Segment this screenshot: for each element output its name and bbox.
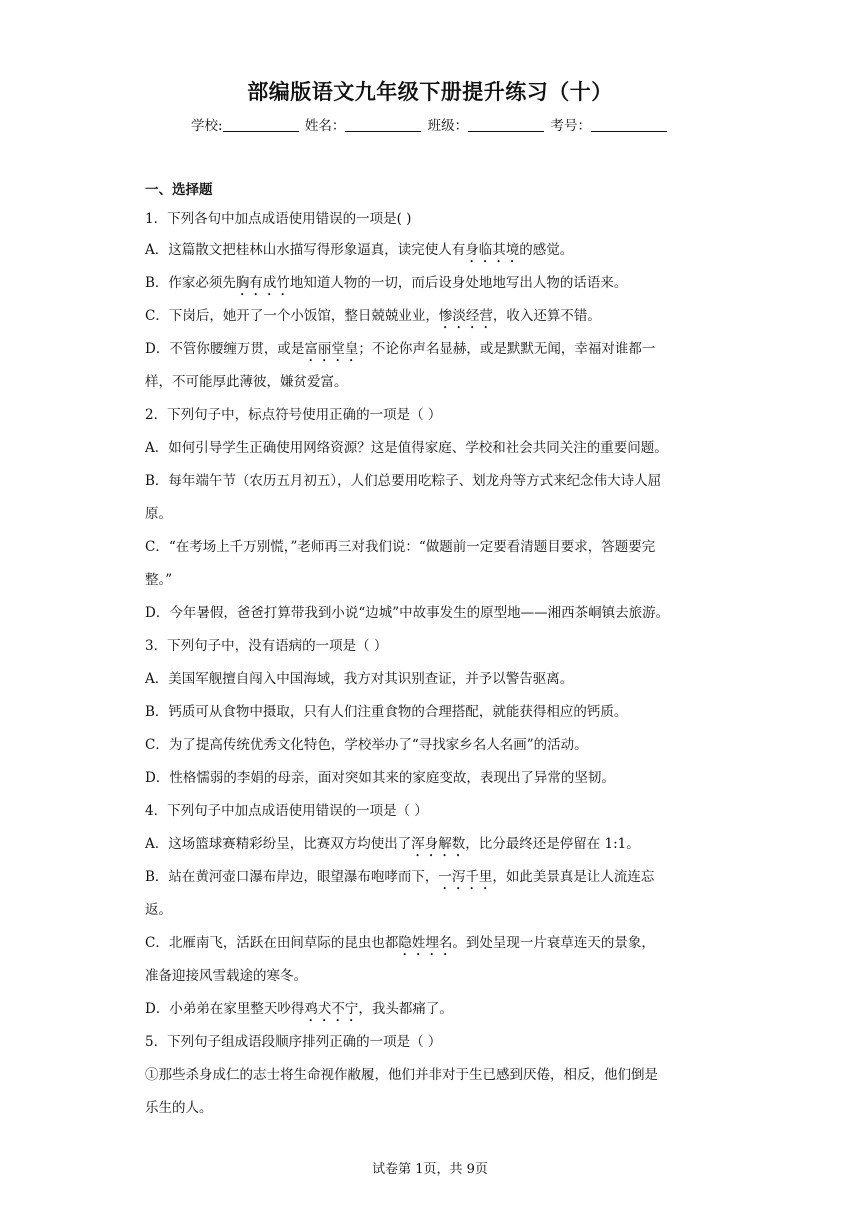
question-3-option-b: B．钙质可从食物中摄取，只有人们注重食物的合理搭配，就能获得相应的钙质。 xyxy=(145,704,628,720)
question-list xyxy=(145,176,717,1125)
question-2-option-c-cont: 整。” xyxy=(145,572,173,588)
question-2-option-b: B．每年端午节（农历五月初五），人们总要用吃粽子、划龙舟等方式来纪念伟大诗人屈 xyxy=(145,473,662,489)
name-label: 姓名： xyxy=(304,118,346,134)
question-3-stem: 3．下列句子中，没有语病的一项是（ ） xyxy=(145,638,388,654)
exam-number-blank[interactable] xyxy=(591,117,667,132)
dotted-idiom: 一泻千里 xyxy=(438,869,493,885)
question-3-option-a: A．美国军舰擅自闯入中国海域，我方对其识别查证，并予以警告驱离。 xyxy=(145,671,574,687)
dotted-idiom: 富丽堂皇 xyxy=(304,341,359,357)
question-1-option-b: B．作家必须先胸有成竹地知道人物的一切，而后设身处地地写出人物的话语来。 xyxy=(145,275,628,291)
question-4-option-b: B．站在黄河壶口瀑布岸边，眼望瀑布咆哮而下，一泻千里，如此美景真是让人流连忘 xyxy=(145,869,655,885)
class-label: 班级： xyxy=(427,118,469,134)
school-blank[interactable] xyxy=(223,117,299,132)
question-4-stem: 4．下列句子中加点成语使用错误的一项是（ ） xyxy=(145,803,428,819)
question-4-option-c-cont: 准备迎接风雪载途的寒冬。 xyxy=(145,968,307,984)
section-heading: 一、选择题 xyxy=(145,182,213,198)
question-5-sentence-1-cont: 乐生的人。 xyxy=(145,1100,213,1116)
dotted-idiom: 胸有成竹 xyxy=(235,275,290,291)
school-label: 学校: xyxy=(191,118,223,134)
page-footer: 试卷第 1页，共 9页 xyxy=(372,1162,488,1177)
class-blank[interactable] xyxy=(468,117,544,132)
question-1-option-a: A．这篇散文把桂林山水描写得形象逼真，读完使人有身临其境的感觉。 xyxy=(145,242,574,258)
student-info-row xyxy=(0,114,860,134)
question-3-option-c: C．为了提高传统优秀文化特色，学校举办了“寻找家乡名人名画”的活动。 xyxy=(145,737,588,753)
dotted-idiom: 惨淡经营 xyxy=(438,308,493,324)
question-4-option-d: D．小弟弟在家里整天吵得鸡犬不宁，我头都痛了。 xyxy=(145,1001,453,1017)
dotted-idiom: 鸡犬不宁 xyxy=(304,1001,359,1017)
question-5-stem: 5．下列句子组成语段顺序排列正确的一项是（ ） xyxy=(145,1034,442,1050)
dotted-idiom: 身临其境 xyxy=(465,242,520,258)
question-1-option-d: D．不管你腰缠万贯，或是富丽堂皇；不论你声名显赫，或是默默无闻，幸福对谁都一 xyxy=(145,341,656,357)
question-3-option-d: D．性格懦弱的李娟的母亲，面对突如其来的家庭变故，表现出了异常的坚韧。 xyxy=(145,770,615,786)
question-1-option-d-cont: 样，不可能厚此薄彼，嫌贫爱富。 xyxy=(145,374,348,390)
question-2-stem: 2．下列句子中，标点符号使用正确的一项是（ ） xyxy=(145,407,442,423)
question-1-stem: 1．下列各句中加点成语使用错误的一项是( ) xyxy=(145,211,412,227)
exam-number-label: 考号： xyxy=(550,118,591,134)
question-4-option-a: A．这场篮球赛精彩纷呈，比赛双方均使出了浑身解数，比分最终还是停留在 1:1。 xyxy=(145,836,640,852)
question-4-option-b-cont: 返。 xyxy=(145,902,172,918)
question-5-sentence-1: ①那些杀身成仁的志士将生命视作敝履，他们并非对于生已感到厌倦，相反，他们倒是 xyxy=(145,1067,658,1083)
question-2-option-c: C．“在考场上千万别慌，”老师再三对我们说：“做题前一定要看清题目要求，答题要完 xyxy=(145,539,656,555)
question-4-option-c: C．北雁南飞，活跃在田间草际的昆虫也都隐姓埋名。到处呈现一片衰草连天的景象， xyxy=(145,935,655,951)
page-title: 部编版语文九年级下册提升练习（十） xyxy=(247,79,613,104)
question-2-option-b-cont: 原。 xyxy=(145,506,172,522)
name-blank[interactable] xyxy=(345,117,421,132)
question-2-option-a: A．如何引导学生正确使用网络资源？这是值得家庭、学校和社会共同关注的重要问题。 xyxy=(145,440,668,456)
dotted-idiom: 隐姓埋名 xyxy=(398,935,453,951)
question-1-option-c: C．下岗后，她开了一个小饭馆，整日兢兢业业，惨淡经营，收入还算不错。 xyxy=(145,308,601,324)
question-2-option-d: D．今年暑假，爸爸打算带我到小说“边城”中故事发生的原型地——湘西茶峒镇去旅游。 xyxy=(145,605,670,621)
dotted-idiom: 浑身解数 xyxy=(411,836,466,852)
